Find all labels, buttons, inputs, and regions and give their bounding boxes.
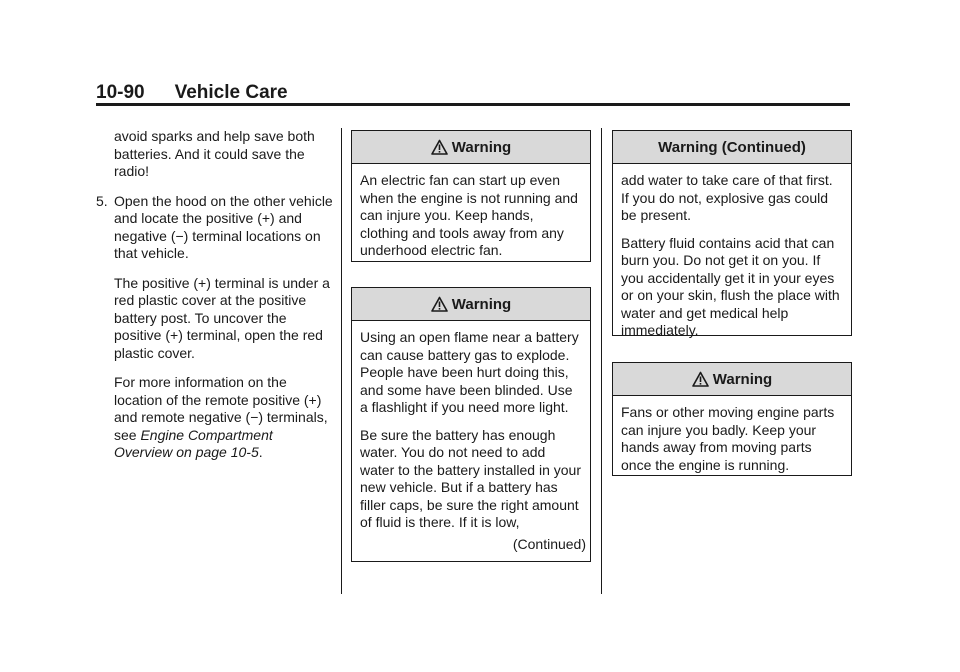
intro-paragraph: avoid sparks and help save both batteries. And it could save the radio! xyxy=(114,128,315,179)
more-info-period: . xyxy=(258,444,263,460)
warning-header xyxy=(613,363,851,396)
column-divider xyxy=(601,128,602,594)
page-number: 10-90 xyxy=(96,82,145,103)
warning-triangle-icon xyxy=(431,296,448,312)
warning-header xyxy=(613,131,851,164)
warning-triangle-icon xyxy=(692,371,709,387)
cross-reference-link[interactable]: Engine Compartment Overview on page 10-5 xyxy=(114,426,273,460)
step-number: 5. xyxy=(96,192,108,209)
warning-header xyxy=(352,288,590,321)
section-title: Vehicle Care xyxy=(174,82,288,103)
warning-title: Warning xyxy=(712,370,773,388)
header-rule xyxy=(96,103,850,106)
column-divider xyxy=(341,128,342,594)
column-left xyxy=(96,128,334,474)
warning-box-moving-parts xyxy=(612,362,852,476)
warning-box-fan xyxy=(351,130,591,262)
warning-header xyxy=(352,131,590,164)
warning-title: Warning xyxy=(451,295,512,313)
warning-text: Be sure the battery has enough water. You do not need to add water to the battery installed in your new vehicle. But if a battery has filler caps, be sure the right amount of fluid is there. If it is low, xyxy=(360,426,582,530)
warning-text: An electric fan can start up even when the engine is not running and can injure you. Keep hands, clothing and tools away from any underhood electric fan. xyxy=(360,172,578,258)
more-info-text: For more information on the location of the remote positive (+) and remote negative (−) terminals, see xyxy=(114,374,328,443)
warning-text: add water to take care of that first. If you do not, explosive gas could be present. xyxy=(621,172,833,223)
warning-triangle-icon xyxy=(431,139,448,155)
step-text: Open the hood on the other vehicle and locate the positive (+) and negative (−) terminal locations on that vehicle. xyxy=(114,192,333,261)
warning-text: Battery fluid contains acid that can burn you. Do not get it on you. If you accidentally get it in your eyes or on your skin, flush the place with water and get medical help immediately. xyxy=(621,234,840,338)
warning-title: Warning (Continued) xyxy=(658,138,806,156)
positive-terminal-paragraph: The positive (+) terminal is under a red plastic cover at the positive battery post. To uncover the positive (+) terminal, open the red plastic cover. xyxy=(114,274,330,361)
step-5 xyxy=(96,193,334,263)
continued-label: (Continued) xyxy=(512,535,586,552)
warning-text: Using an open flame near a battery can cause battery gas to explode. People have been hurt doing this, and some have been blinded. Use a flashlight if you need more light. xyxy=(360,329,579,415)
warning-box-continued xyxy=(612,130,852,336)
page-header xyxy=(96,82,288,104)
warning-text: Fans or other moving engine parts can injure you badly. Keep your hands away from moving parts once the engine is running. xyxy=(621,404,835,473)
more-info-paragraph xyxy=(96,374,334,462)
warning-box-flame xyxy=(351,287,591,562)
warning-title: Warning xyxy=(451,138,512,156)
